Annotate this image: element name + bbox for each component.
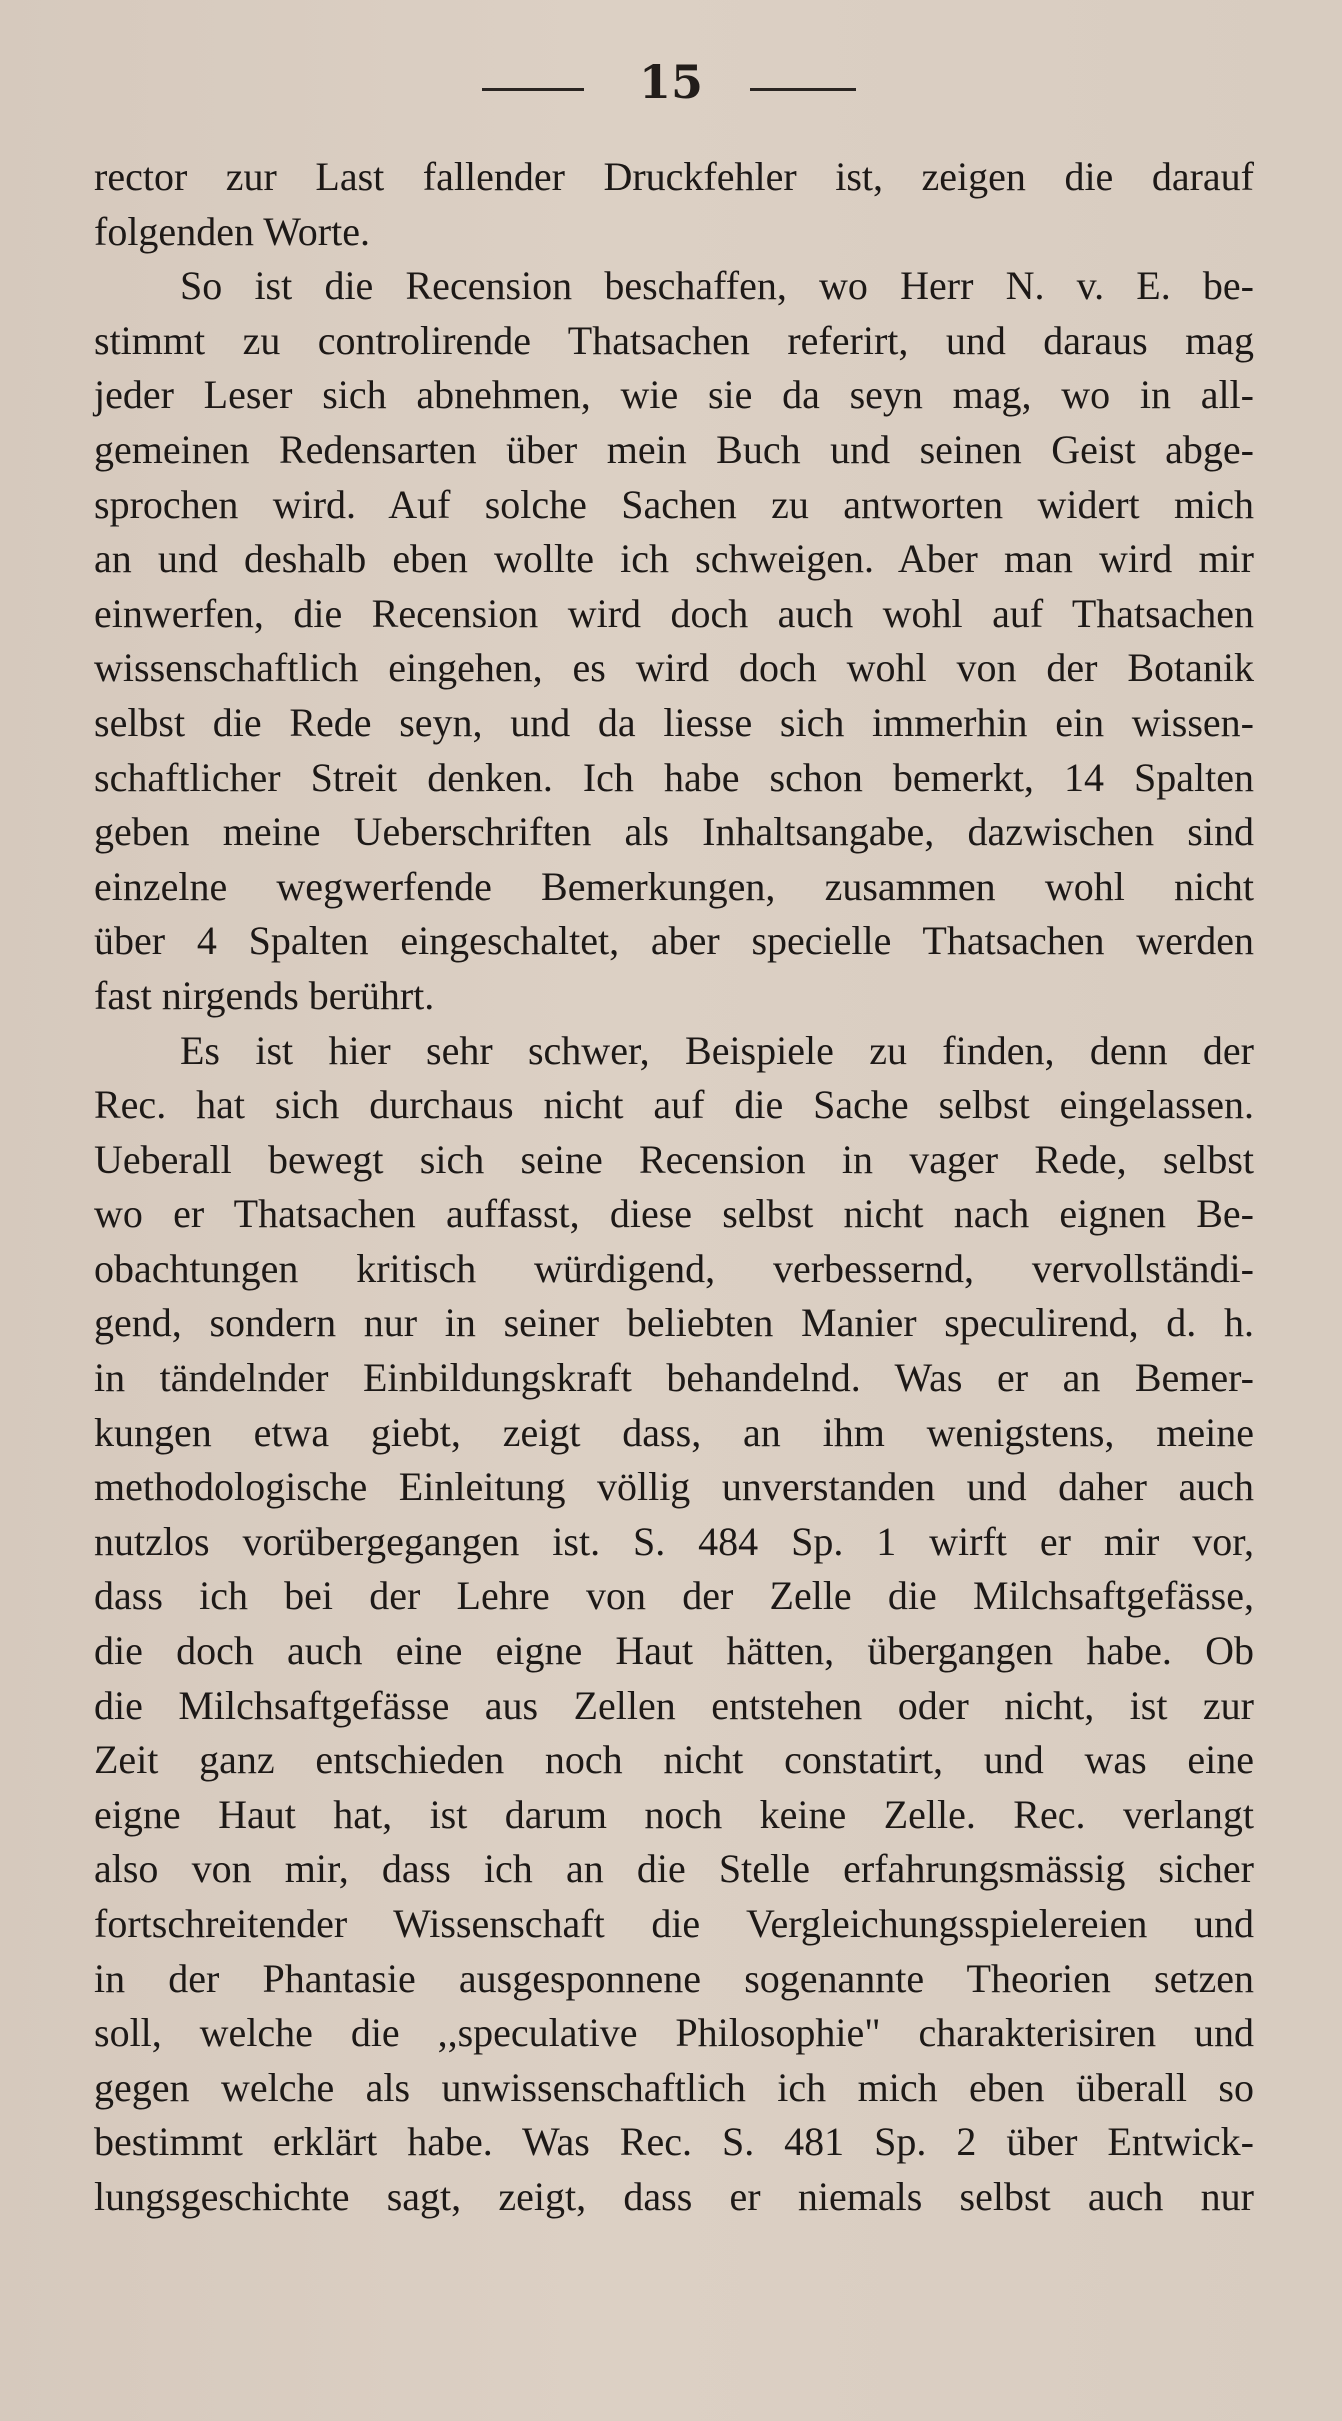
page-header — [0, 52, 1342, 112]
text-line: So ist die Recension beschaffen, wo Herr N. v. E. be- — [180, 263, 1254, 309]
text-line: stimmt zu controlirende Thatsachen referirt, und daraus mag — [94, 317, 1254, 363]
text-line: gegen welche als unwissenschaftlich ich mich eben überall so — [94, 2064, 1254, 2110]
text-line: über 4 Spalten eingeschaltet, aber specielle Thatsachen werden — [94, 918, 1254, 964]
text-line: einwerfen, die Recension wird doch auch wohl auf Thatsachen — [94, 590, 1254, 636]
text-line: in der Phantasie ausgesponnene sogenannte Theorien setzen — [94, 1955, 1254, 2001]
text-line: dass ich bei der Lehre von der Zelle die Milchsaftgefässe, — [94, 1573, 1254, 1619]
text-line: rector zur Last fallender Druckfehler ist, zeigen die darauf — [94, 154, 1254, 199]
text-line: lungsgeschichte sagt, zeigt, dass er niemals selbst auch nur — [94, 2173, 1254, 2219]
text-line: gend, sondern nur in seiner beliebten Manier speculirend, d. h. — [94, 1300, 1254, 1346]
text-line: fast nirgends berührt. — [94, 972, 435, 1018]
text-line: kungen etwa giebt, zeigt dass, an ihm wenigstens, meine — [94, 1409, 1254, 1455]
text-line: in tändelnder Einbildungskraft behandelnd. Was er an Bemer- — [94, 1355, 1254, 1401]
page-number: 15 — [638, 55, 703, 109]
text-line: schaftlicher Streit denken. Ich habe schon bemerkt, 14 Spalten — [94, 754, 1254, 800]
header-rule-right — [750, 88, 856, 91]
text-line: wo er Thatsachen auffasst, diese selbst nicht nach eignen Be- — [94, 1191, 1254, 1237]
text-line: die doch auch eine eigne Haut hätten, übergangen habe. Ob — [94, 1628, 1254, 1674]
text-line: nutzlos vorübergegangen ist. S. 484 Sp. 1 wirft er mir vor, — [94, 1518, 1254, 1564]
body-text — [94, 150, 1254, 2225]
text-line: fortschreitender Wissenschaft die Vergleichungsspielereien und — [94, 1901, 1254, 1946]
text-line: sprochen wird. Auf solche Sachen zu antworten widert mich — [94, 481, 1254, 527]
text-line: gemeinen Redensarten über mein Buch und seinen Geist abge- — [94, 426, 1254, 472]
text-line: einzelne wegwerfende Bemerkungen, zusammen wohl nicht — [94, 863, 1254, 909]
text-line: Ueberall bewegt sich seine Recension in vager Rede, selbst — [94, 1136, 1254, 1182]
text-line: geben meine Ueberschriften als Inhaltsangabe, dazwischen sind — [94, 809, 1254, 855]
text-line: folgenden Worte. — [94, 208, 370, 254]
text-line: obachtungen kritisch würdigend, verbessernd, vervollständi- — [94, 1245, 1254, 1291]
text-line: Rec. hat sich durchaus nicht auf die Sache selbst eingelassen. — [94, 1082, 1254, 1128]
text-line: die Milchsaftgefässe aus Zellen entstehen oder nicht, ist zur — [94, 1682, 1254, 1728]
text-line: also von mir, dass ich an die Stelle erfahrungsmässig sicher — [94, 1846, 1254, 1892]
text-line: Zeit ganz entschieden noch nicht constatirt, und was eine — [94, 1737, 1254, 1783]
text-line: jeder Leser sich abnehmen, wie sie da seyn mag, wo in all- — [94, 372, 1254, 418]
text-line: soll, welche die ,,speculative Philosophie" charakterisiren und — [94, 2010, 1254, 2056]
header-rule-left — [482, 88, 584, 91]
text-line: bestimmt erklärt habe. Was Rec. S. 481 Sp. 2 über Entwick- — [94, 2119, 1254, 2165]
text-line: methodologische Einleitung völlig unverstanden und daher auch — [94, 1464, 1254, 1510]
text-line: wissenschaftlich eingehen, es wird doch wohl von der Botanik — [94, 645, 1254, 691]
text-line: Es ist hier sehr schwer, Beispiele zu finden, denn der — [180, 1027, 1254, 1073]
text-line: an und deshalb eben wollte ich schweigen. Aber man wird mir — [94, 536, 1254, 582]
text-line: eigne Haut hat, ist darum noch keine Zelle. Rec. verlangt — [94, 1791, 1254, 1837]
text-line: selbst die Rede seyn, und da liesse sich immerhin ein wissen- — [94, 699, 1254, 745]
